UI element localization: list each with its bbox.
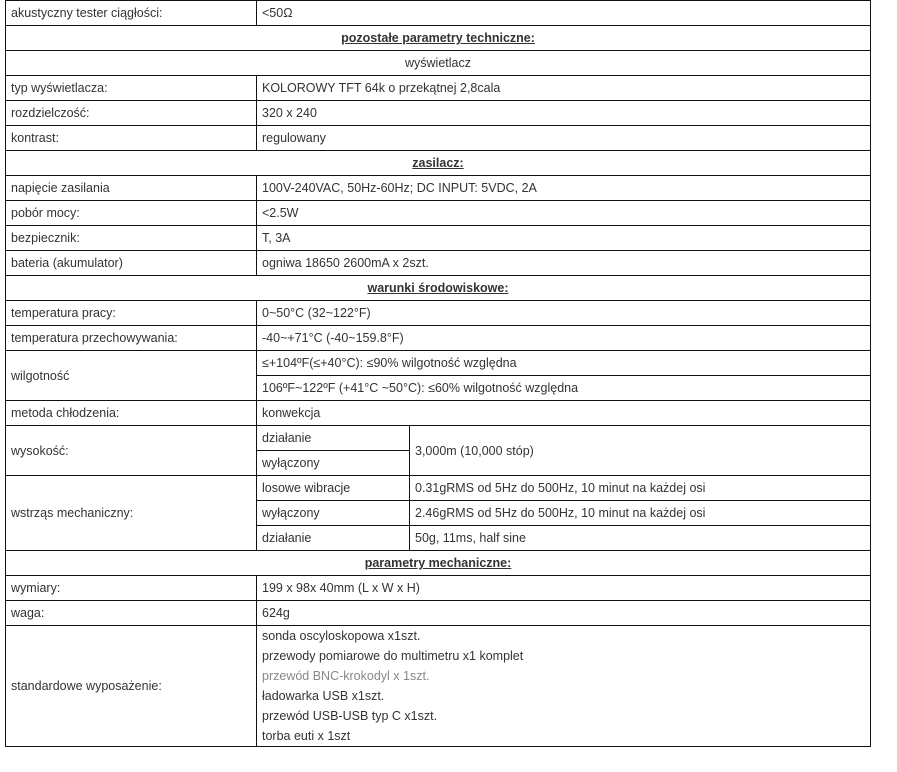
row-label: waga: — [6, 601, 257, 626]
equipment-list — [257, 626, 871, 747]
row-value: <2.5W — [257, 201, 871, 226]
row-label: wysokość: — [6, 426, 257, 476]
list-item: przewód BNC-krokodyl x 1szt. — [262, 669, 430, 683]
row-sublabel: wyłączony — [257, 451, 410, 476]
row-value: 0~50°C (32~122°F) — [257, 301, 871, 326]
table-row — [6, 126, 871, 151]
table-row — [6, 101, 871, 126]
row-sublabel: wyłączony — [257, 501, 410, 526]
subsection-header-row — [6, 51, 871, 76]
row-value: KOLOROWY TFT 64k o przekątnej 2,8cala — [257, 76, 871, 101]
row-value: 100V-240VAC, 50Hz-60Hz; DC INPUT: 5VDC, 2A — [257, 176, 871, 201]
row-sublabel: działanie — [257, 426, 410, 451]
row-label: rozdzielczość: — [6, 101, 257, 126]
row-value: 0.31gRMS od 5Hz do 500Hz, 10 minut na każdej osi — [410, 476, 871, 501]
table-row — [6, 226, 871, 251]
row-value: <50Ω — [257, 1, 871, 26]
row-label: wymiary: — [6, 576, 257, 601]
table-row — [6, 576, 871, 601]
section-header-row — [6, 551, 871, 576]
row-value: 106ºF~122ºF (+41°C ~50°C): ≤60% wilgotność względna — [257, 376, 871, 401]
table-row — [6, 1, 871, 26]
list-item: torba euti x 1szt — [262, 729, 351, 743]
section-header: warunki środowiskowe: — [6, 276, 871, 301]
row-label: temperatura pracy: — [6, 301, 257, 326]
section-header: pozostałe parametry techniczne: — [6, 26, 871, 51]
row-value: ogniwa 18650 2600mA x 2szt. — [257, 251, 871, 276]
list-item: ładowarka USB x1szt. — [262, 689, 385, 703]
row-value: regulowany — [257, 126, 871, 151]
table-row — [6, 326, 871, 351]
table-row — [6, 201, 871, 226]
section-header-row — [6, 26, 871, 51]
table-row — [6, 426, 871, 451]
table-row — [6, 351, 871, 376]
table-row — [6, 601, 871, 626]
row-value: -40~+71°C (-40~159.8°F) — [257, 326, 871, 351]
row-label: temperatura przechowywania: — [6, 326, 257, 351]
row-value: 624g — [257, 601, 871, 626]
row-label: wilgotność — [6, 351, 257, 401]
row-label: bateria (akumulator) — [6, 251, 257, 276]
row-value: ≤+104ºF(≤+40°C): ≤90% wilgotność względna — [257, 351, 871, 376]
section-header: parametry mechaniczne: — [6, 551, 871, 576]
spec-table — [5, 0, 871, 747]
list-item: sonda oscyloskopowa x1szt. — [262, 629, 421, 643]
table-row — [6, 76, 871, 101]
row-label: typ wyświetlacza: — [6, 76, 257, 101]
row-label: napięcie zasilania — [6, 176, 257, 201]
row-value: 50g, 11ms, half sine — [410, 526, 871, 551]
row-value: T, 3A — [257, 226, 871, 251]
row-label: kontrast: — [6, 126, 257, 151]
table-row — [6, 301, 871, 326]
row-label: pobór mocy: — [6, 201, 257, 226]
row-value: 199 x 98x 40mm (L x W x H) — [257, 576, 871, 601]
table-row — [6, 176, 871, 201]
table-row — [6, 626, 871, 747]
row-value: 3,000m (10,000 stóp) — [410, 426, 871, 476]
row-sublabel: działanie — [257, 526, 410, 551]
section-header-row — [6, 151, 871, 176]
row-label: bezpiecznik: — [6, 226, 257, 251]
table-row — [6, 401, 871, 426]
row-value: 320 x 240 — [257, 101, 871, 126]
row-value: konwekcja — [257, 401, 871, 426]
section-header: zasilacz: — [6, 151, 871, 176]
table-row — [6, 476, 871, 501]
subsection-header: wyświetlacz — [6, 51, 871, 76]
section-header-row — [6, 276, 871, 301]
row-label: standardowe wyposażenie: — [6, 626, 257, 747]
table-row — [6, 251, 871, 276]
list-item: przewód USB-USB typ C x1szt. — [262, 709, 438, 723]
row-label: metoda chłodzenia: — [6, 401, 257, 426]
row-label: wstrząs mechaniczny: — [6, 476, 257, 551]
list-item: przewody pomiarowe do multimetru x1 komplet — [262, 649, 524, 663]
row-value: 2.46gRMS od 5Hz do 500Hz, 10 minut na każdej osi — [410, 501, 871, 526]
row-sublabel: losowe wibracje — [257, 476, 410, 501]
row-label: akustyczny tester ciągłości: — [6, 1, 257, 26]
